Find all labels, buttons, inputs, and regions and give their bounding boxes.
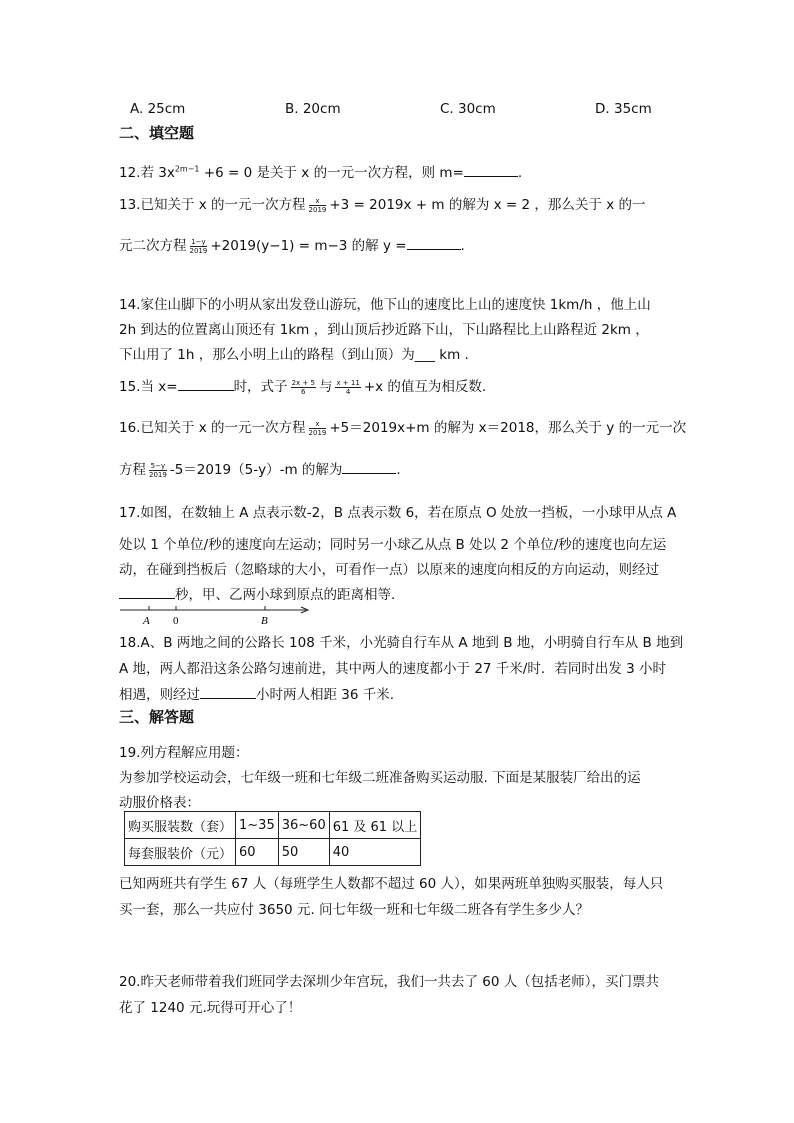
q15-text-2: 时，式子	[233, 379, 288, 395]
q18-text-3a: 相遇，则经过	[119, 687, 200, 703]
question-20-line-1: 20.昨天老师带着我们班同学去深圳少年宫玩，我们一共去了 60 人（包括老师），买门票共	[119, 974, 659, 990]
table-cell: 60	[236, 839, 279, 866]
q13-end: .	[460, 238, 465, 254]
answer-blank[interactable]	[119, 586, 175, 599]
axis-label-b: B	[261, 615, 268, 627]
question-17-line-1: 17.如图，在数轴上 A 点表示数-2，B 点表示数 6，若在原点 O 处放一挡板，一小球甲从点 A	[119, 505, 677, 521]
q18-text-3b: 小时两人相距 36 千米.	[256, 687, 395, 703]
answer-blank[interactable]	[200, 686, 256, 699]
question-13-line-2	[119, 234, 465, 255]
q16-text-1: 16.已知关于 x 的一元一次方程	[119, 420, 306, 436]
q13-fraction-2	[190, 238, 208, 255]
question-19-line-2: 为参加学校运动会，七年级一班和七年级二班准备购买运动服. 下面是某服装厂给出的运	[119, 770, 641, 786]
question-18-line-2: A 地，两人都沿这条公路匀速前进，其中两人的速度都小于 27 千米/时．若同时出发 3 小时	[119, 661, 667, 677]
question-17-line-3: 动，在碰到挡板后（忽略球的大小，可看作一点）以原来的速度向相反的方向运动，则经过	[119, 562, 659, 578]
question-15	[119, 375, 486, 396]
answer-blank[interactable]	[178, 378, 234, 391]
question-17-line-2: 处以 1 个单位/秒的速度向左运动；同时另一小球乙从点 B 处以 2 个单位/秒的速度也向左运	[119, 537, 667, 553]
q15-text-3: 与	[318, 379, 333, 395]
option-b: B. 20cm	[285, 101, 341, 117]
q15-fraction-2	[335, 379, 360, 396]
q13-text-3: 元二次方程	[119, 238, 187, 254]
question-13-line-1	[119, 193, 645, 214]
question-20-line-2: 花了 1240 元.玩得可开心了！	[119, 1000, 302, 1016]
q15-fraction-1	[291, 379, 316, 396]
table-cell: 每套服装价（元）	[125, 839, 236, 866]
q16-frac1-den: 2019	[308, 428, 327, 437]
q16-frac2-den: 2019	[149, 470, 167, 479]
question-14-line-3: 下山用了 1h ，那么小明上山的路程（到山顶）为___ km .	[119, 347, 469, 363]
q12-exponent: 2m−1	[174, 164, 200, 174]
table-row	[125, 839, 421, 866]
question-12	[119, 161, 522, 181]
q15-frac1-num: 2x + 5	[291, 378, 315, 387]
question-19-line-5: 买一套，那么一共应付 3650 元. 问七年级一班和七年级二班各有学生多少人？	[119, 902, 590, 918]
option-a: A. 25cm	[130, 101, 186, 117]
q15-frac1-den: 6	[301, 387, 306, 396]
q12-prefix: 12.若 3x	[119, 165, 175, 181]
q16-text-4: -5＝2019（5-y）-m 的解为	[169, 462, 343, 478]
q13-frac2-den: 2019	[189, 246, 208, 255]
q15-frac2-den: 4	[345, 387, 351, 396]
q12-suffix: +6 = 0 是关于 x 的一元一次方程，则 m=	[199, 165, 464, 181]
option-c: C. 30cm	[440, 101, 496, 117]
question-19-line-1: 19.列方程解应用题：	[119, 745, 249, 761]
q17-text-4: 秒，甲、乙两小球到原点的距离相等.	[175, 587, 396, 603]
answer-blank[interactable]	[407, 237, 461, 250]
q16-text-3: 方程	[119, 462, 146, 478]
q13-text-2: +3 = 2019x + m 的解为 x = 2 ，那么关于 x 的一	[329, 197, 646, 213]
question-14-line-1: 14.家住山脚下的小明从家出发登山游玩，他下山的速度比上山的速度快 1km/h ，他上山	[119, 297, 651, 313]
table-cell: 36~60	[278, 812, 329, 839]
q15-frac2-num: x + 11	[336, 378, 360, 387]
axis-label-origin: 0	[173, 615, 179, 627]
table-cell: 40	[329, 839, 420, 866]
question-16-line-2	[119, 458, 401, 479]
question-18-line-3	[119, 683, 394, 703]
number-line-figure	[118, 604, 318, 628]
q16-fraction-1	[309, 420, 327, 437]
q16-frac1-num: x	[309, 420, 327, 429]
question-16-line-1	[119, 416, 686, 437]
table-cell: 购买服装数（套）	[125, 812, 236, 839]
q13-text-1: 13.已知关于 x 的一元一次方程	[119, 197, 306, 213]
q12-end: .	[517, 165, 523, 181]
q15-text-4: +x 的值互为相反数.	[363, 379, 487, 395]
question-19-line-3: 动服价格表：	[119, 795, 200, 811]
axis-label-a: A	[143, 615, 150, 627]
answer-blank[interactable]	[342, 461, 396, 474]
section-answer-heading: 三、解答题	[119, 708, 195, 726]
q13-frac1-num: x	[309, 197, 327, 206]
table-cell: 61 及 61 以上	[329, 812, 420, 839]
q16-fraction-2	[149, 462, 167, 479]
q13-frac1-den: 2019	[308, 205, 327, 214]
question-17-line-4	[119, 583, 395, 603]
table-cell: 50	[278, 839, 329, 866]
section-fill-heading: 二、填空题	[119, 124, 195, 142]
question-19-line-4: 已知两班共有学生 67 人（每班学生人数都不超过 60 人），如果两班单独购买服装，每人只	[119, 876, 664, 892]
q16-frac2-num: 5−y	[150, 461, 166, 470]
q13-fraction-1	[309, 197, 327, 214]
question-18-line-1: 18.A、B 两地之间的公路长 108 千米，小光骑自行车从 A 地到 B 地，小明骑自行车从 B 地到	[119, 635, 684, 651]
table-row	[125, 812, 421, 839]
q16-text-2: +5＝2019x+m 的解为 x＝2018，那么关于 y 的一元一次	[329, 420, 687, 436]
q16-end: .	[396, 462, 401, 478]
question-14-line-2: 2h 到达的位置离山顶还有 1km ，到山顶后抄近路下山，下山路程比上山路程近 2km ，	[119, 322, 649, 338]
price-table	[124, 811, 421, 866]
answer-blank[interactable]	[464, 164, 518, 177]
option-d: D. 35cm	[595, 101, 652, 117]
q13-text-4: +2019(y−1) = m−3 的解 y =	[210, 238, 407, 254]
q15-text-1: 15.当 x=	[119, 379, 178, 395]
q13-frac2-num: 1−y	[191, 237, 206, 246]
table-cell: 1~35	[236, 812, 279, 839]
